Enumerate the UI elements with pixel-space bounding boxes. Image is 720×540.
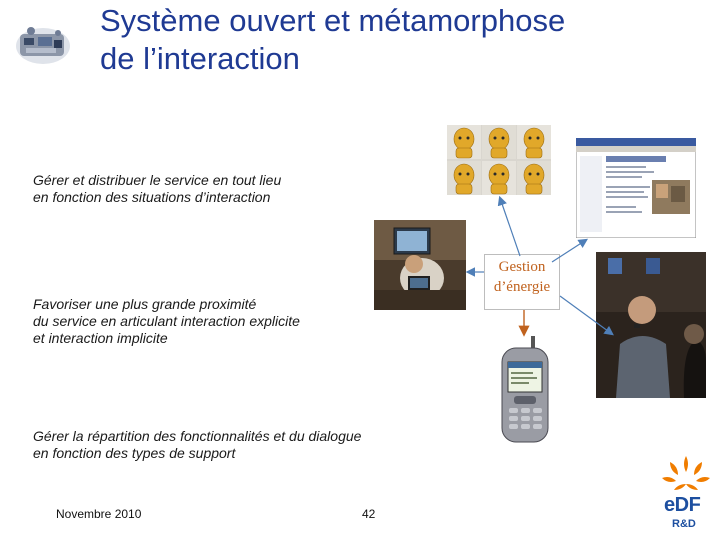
point-3-line-2: en fonction des types de support <box>33 445 236 461</box>
presenter-photo <box>596 252 706 398</box>
energy-label-line-1: Gestion <box>498 259 546 275</box>
point-distribute-service <box>33 172 281 206</box>
arrow-to-avatars <box>500 198 520 256</box>
point-2-line-2: du service en articulant interaction explicite <box>33 313 300 329</box>
point-2-line-3: et interaction implicite <box>33 330 168 346</box>
energy-label-line-2: d’énergie <box>493 279 551 295</box>
avatar-faces-image <box>447 125 551 195</box>
footer-date: Novembre 2010 <box>56 507 142 521</box>
edf-sub-wordmark: R&D <box>672 518 696 530</box>
point-2-line-1: Favoriser une plus grande proximité <box>33 296 257 312</box>
corner-logo-image <box>14 22 72 66</box>
slide-title <box>100 2 700 78</box>
point-distribution-functions <box>33 428 361 462</box>
home-tablet-photo <box>374 220 466 310</box>
energy-management-label <box>484 254 560 310</box>
point-1-line-1: Gérer et distribuer le service en tout lieu <box>33 172 282 188</box>
edf-wordmark: eDF <box>664 494 701 516</box>
edf-logo <box>656 454 716 536</box>
title-line-2: de l’interaction <box>100 41 300 76</box>
mobile-phone-image <box>500 336 550 444</box>
footer-page-number: 42 <box>362 507 376 521</box>
point-1-line-2: en fonction des situations d’interaction <box>33 189 271 205</box>
web-portal-screenshot <box>576 138 696 238</box>
point-proximity <box>33 296 300 347</box>
point-3-line-1: Gérer la répartition des fonctionnalités et du dialogue <box>33 428 362 444</box>
title-line-1: Système ouvert et métamorphose <box>100 3 566 38</box>
